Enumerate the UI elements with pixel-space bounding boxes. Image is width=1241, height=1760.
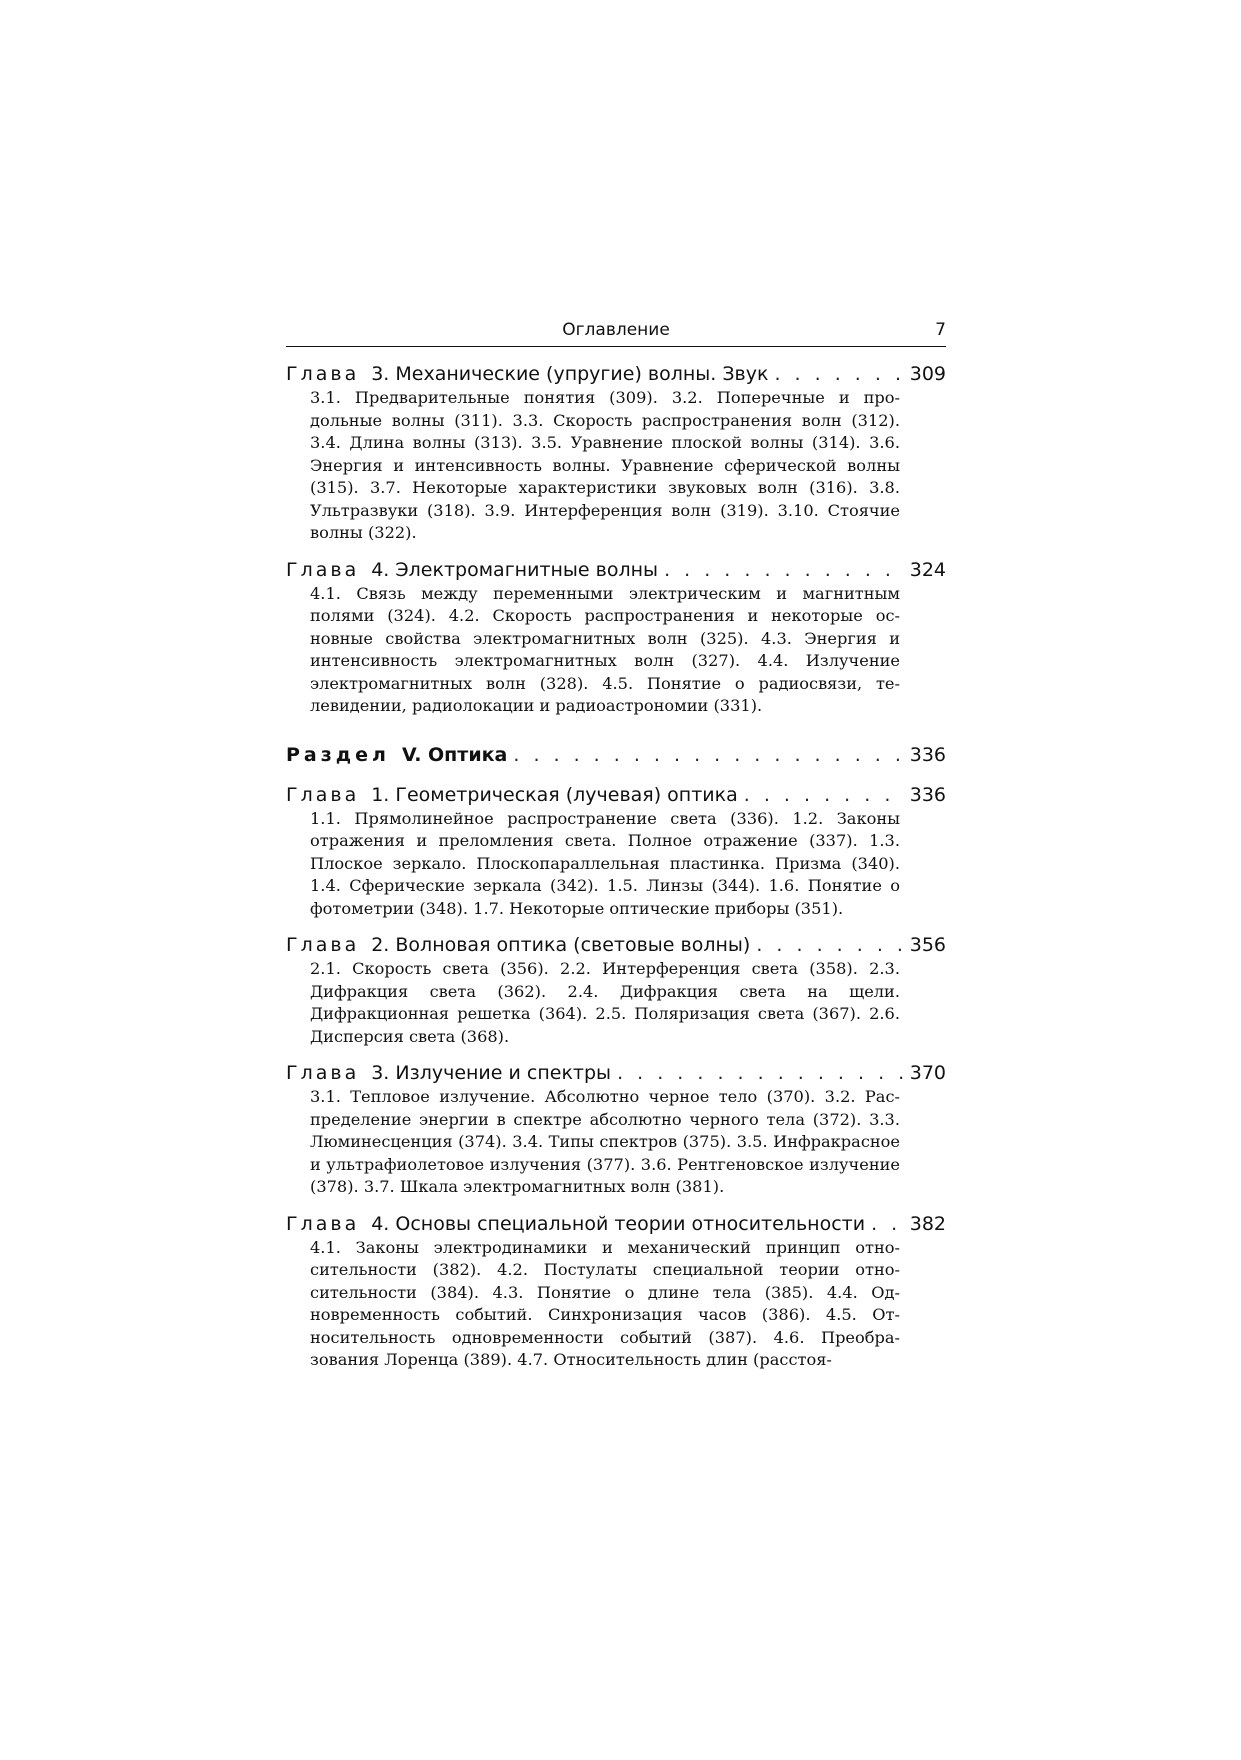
- toc-page: [286, 318, 946, 1384]
- dot-leader: [744, 782, 904, 808]
- chapter-page: 370: [909, 1062, 946, 1084]
- chapter-contents: 2.1. Скорость света (356). 2.2. Интерференция света (358). 2.3. Дифракция света (362). 2.4. Дифракция света на щели. Дифракционная решетка (364). 2.5. Поляризация света (367). 2.6. Дисперсия света (368).: [310, 959, 900, 1046]
- chapter-label: Глава: [286, 558, 360, 581]
- chapter-heading[interactable]: [286, 557, 946, 583]
- dot-leader: [513, 742, 903, 768]
- chapter-label: Глава: [286, 363, 360, 385]
- section-heading[interactable]: [286, 742, 946, 768]
- toc-entry: [286, 1060, 946, 1199]
- toc-entry: [286, 361, 946, 545]
- chapter-title: 3. Излучение и спектры: [371, 1062, 612, 1084]
- chapter-title: 4. Электромагнитные волны: [371, 558, 659, 581]
- chapter-title: 1. Геометрическая (лучевая) оптика: [371, 783, 738, 806]
- chapter-page: 382: [909, 1212, 946, 1235]
- chapter-title: 3. Механические (упругие) волны. Звук: [371, 363, 769, 385]
- chapter-label: Глава: [286, 1062, 360, 1084]
- chapter-heading[interactable]: [286, 782, 946, 808]
- running-head-title: Оглавление: [562, 320, 670, 340]
- dot-leader: [617, 1060, 904, 1086]
- chapter-page: 324: [909, 558, 946, 581]
- running-head-page-number: 7: [935, 320, 946, 340]
- chapter-title: 4. Основы специальной теории относительности: [371, 1212, 866, 1235]
- dot-leader: [664, 557, 904, 583]
- chapter-contents: 3.1. Предварительные понятия (309). 3.2. Поперечные и продольные волны (311). 3.3. Скорость распространения волн (312). 3.4. Длина волны (313). 3.5. Уравнение плоской волны (314). 3.6. Энергия и интенсивность волны. Уравнение сферической волны (315). 3.7. Некоторые характеристики звуковых волн (316). 3.8. Ультразвуки (318). 3.9. Интерференция волн (319). 3.10. Стоячие волны (322).: [310, 388, 900, 542]
- chapter-label: Глава: [286, 934, 360, 956]
- dot-leader: [756, 932, 903, 958]
- toc-entry: [286, 932, 946, 1048]
- toc-entry: [286, 782, 946, 921]
- section-label: Раздел: [286, 743, 390, 766]
- chapter-contents: 4.1. Законы электродинамики и механический принцип относительности (382). 4.2. Постулаты специальной теории относительности (384). 4.3. Понятие о длине тела (385). 4.4. Одновременность событий. Синхронизация часов (386). 4.5. Относительность одновременности событий (387). 4.6. Преобразования Лоренца (389). 4.7. Относительность длин (расстоя-: [310, 1237, 900, 1369]
- chapter-page: 336: [909, 783, 946, 806]
- chapter-heading[interactable]: [286, 1211, 946, 1237]
- chapter-heading[interactable]: [286, 361, 946, 387]
- chapter-heading[interactable]: [286, 1060, 946, 1086]
- section-page: 336: [909, 743, 946, 766]
- chapter-heading[interactable]: [286, 932, 946, 958]
- toc-entry: [286, 1211, 946, 1372]
- chapter-page: 309: [909, 363, 946, 385]
- section-entry: [286, 742, 946, 768]
- chapter-contents: 3.1. Тепловое излучение. Абсолютно черное тело (370). 3.2. Распределение энергии в спектре абсолютно черного тела (372). 3.3. Люминесценция (374). 3.4. Типы спектров (375). 3.5. Инфракрасное и ультрафиолетовое излучения (377). 3.6. Рентгеновское излучение (378). 3.7. Шкала электромагнитных волн (381).: [310, 1087, 900, 1196]
- chapter-contents: 4.1. Связь между переменными электрическим и магнитным полями (324). 4.2. Скорость распространения и некоторые основные свойства электромагнитных волн (325). 4.3. Энергия и интенсивность электромагнитных волн (327). 4.4. Излучение электромагнитных волн (328). 4.5. Понятие о радиосвязи, телевидении, радиолокации и радиоастрономии (331).: [310, 583, 900, 715]
- running-head: [286, 318, 946, 347]
- toc-entries: [286, 361, 946, 1372]
- dot-leader: [774, 361, 903, 387]
- chapter-label: Глава: [286, 1212, 360, 1235]
- chapter-label: Глава: [286, 783, 360, 806]
- toc-entry: [286, 557, 946, 718]
- chapter-contents: 1.1. Прямолинейное распространение света (336). 1.2. Законы отражения и преломления света. Полное отражение (337). 1.3. Плоское зеркало. Плоскопараллельная пластинка. Призма (340). 1.4. Сферические зеркала (342). 1.5. Линзы (344). 1.6. Понятие о фотометрии (348). 1.7. Некоторые оптические приборы (351).: [310, 808, 900, 918]
- chapter-page: 356: [909, 934, 946, 956]
- chapter-title: 2. Волновая оптика (световые волны): [371, 934, 751, 956]
- dot-leader: [871, 1211, 904, 1237]
- section-title: V. Оптика: [401, 743, 508, 766]
